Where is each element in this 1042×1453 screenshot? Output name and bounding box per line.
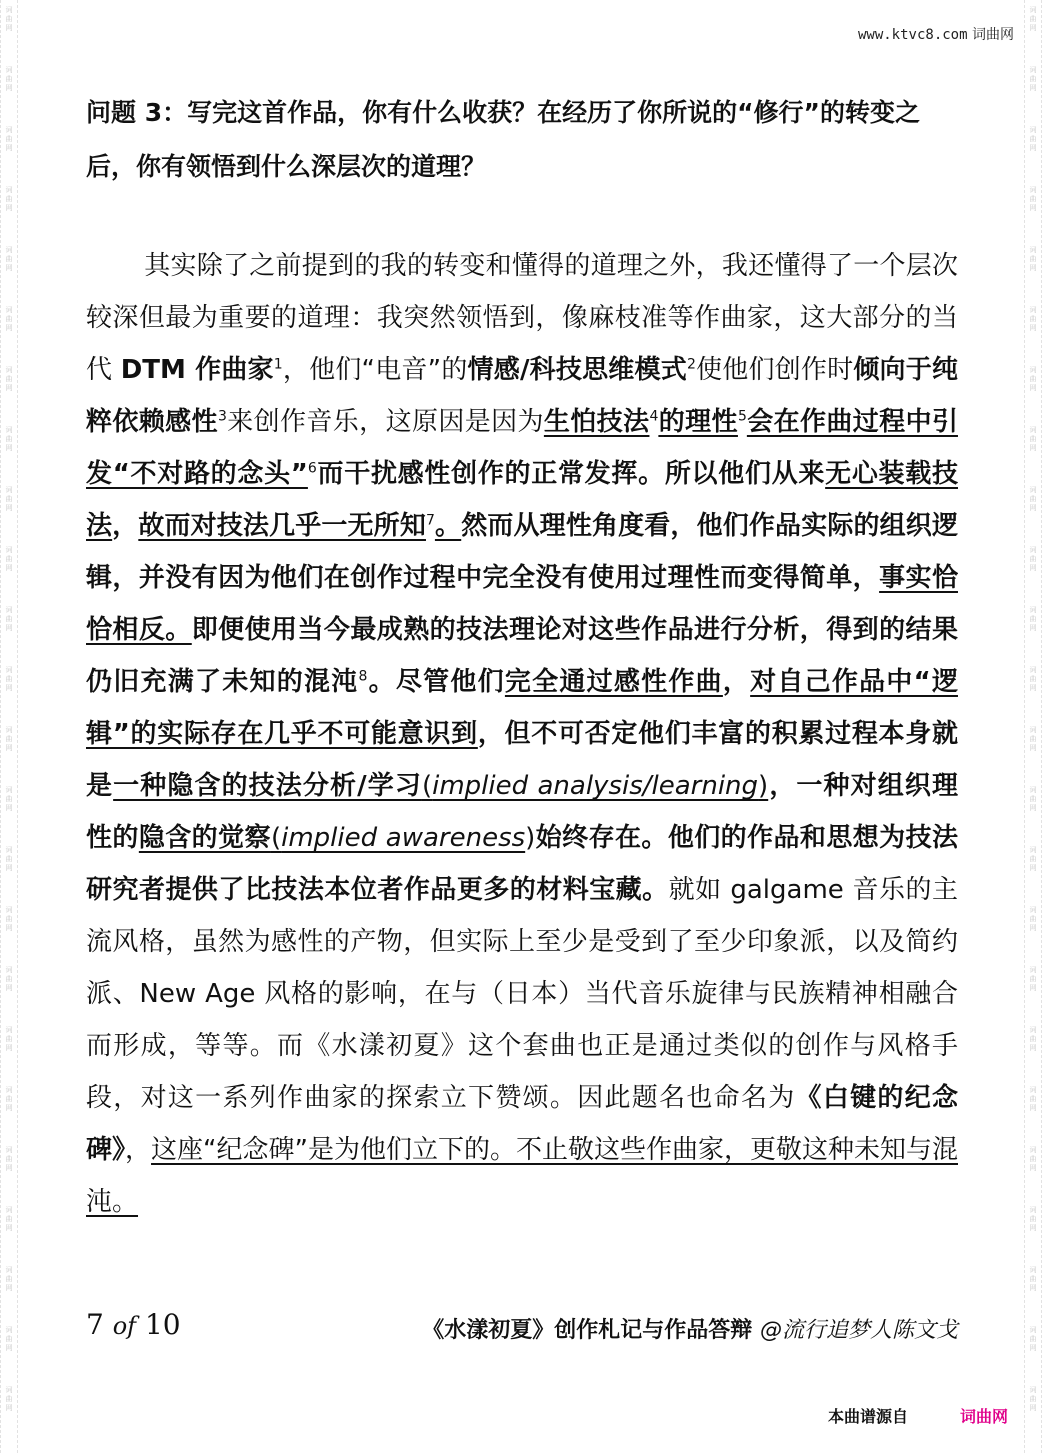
- watermark-char: 网: [5, 1224, 13, 1232]
- watermark-char: 网: [5, 564, 13, 572]
- answer-text-bold: 始终存在。他们的作品和思想为技法研究者提供了比技法本位者作品更多的材料宝藏。: [86, 823, 958, 905]
- watermark-char: 词: [5, 1026, 13, 1034]
- watermark-char: 网: [1029, 984, 1037, 992]
- watermark-unit: [1025, 1020, 1041, 1080]
- answer-text-underlined: 这座“纪念碑”是为他们立下的。不止敬这些作曲家，更敬这种未知与混沌。: [86, 1135, 958, 1217]
- watermark-char: 曲: [5, 915, 13, 923]
- answer-text-underlined: (: [270, 823, 282, 853]
- watermark-char: 词: [1029, 306, 1037, 314]
- watermark-char: 曲: [5, 1035, 13, 1043]
- watermark-unit: [1, 600, 17, 660]
- watermark-char: 词: [5, 6, 13, 14]
- watermark-unit: [1025, 120, 1041, 180]
- watermark-unit: [1025, 1080, 1041, 1140]
- watermark-char: 网: [5, 1164, 13, 1172]
- answer-text-bold: DTM 作曲家: [120, 355, 274, 385]
- watermark-char: 曲: [5, 675, 13, 683]
- left-watermark-strip: [0, 0, 18, 1453]
- watermark-char: 网: [5, 144, 13, 152]
- footnote-ref[interactable]: 2: [686, 356, 696, 373]
- watermark-char: 词: [5, 366, 13, 374]
- watermark-char: 网: [1029, 1104, 1037, 1112]
- watermark-char: 网: [5, 744, 13, 752]
- answer-text-bold: ，: [722, 667, 751, 697]
- answer-text-bold-underlined: 一种隐含的技法分析/学习: [113, 771, 422, 801]
- watermark-char: 词: [5, 1206, 13, 1214]
- watermark-unit: [1, 180, 17, 240]
- watermark-unit: [1025, 1320, 1041, 1380]
- watermark-char: 曲: [5, 975, 13, 983]
- watermark-char: 曲: [1029, 1155, 1037, 1163]
- watermark-char: 词: [5, 186, 13, 194]
- page-number: [86, 1308, 181, 1341]
- watermark-char: 曲: [1029, 135, 1037, 143]
- watermark-char: 曲: [5, 1275, 13, 1283]
- watermark-unit: [1025, 840, 1041, 900]
- watermark-char: 曲: [1029, 15, 1037, 23]
- watermark-char: 词: [5, 906, 13, 914]
- watermark-char: 网: [5, 924, 13, 932]
- doc-title: 《水漾初夏》创作札记与作品答辩: [422, 1318, 753, 1343]
- watermark-char: 词: [1029, 1326, 1037, 1334]
- watermark-char: 词: [1029, 1266, 1037, 1274]
- watermark-char: 曲: [1029, 375, 1037, 383]
- watermark-unit: [1025, 600, 1041, 660]
- question-heading: 问题 3：写完这首作品，你有什么收获？在经历了你所说的“修行”的转变之后，你有领悟到什么深层次的道理？: [86, 98, 920, 181]
- watermark-unit: [1, 1020, 17, 1080]
- watermark-char: 词: [1029, 486, 1037, 494]
- watermark-unit: [1025, 360, 1041, 420]
- footnote-ref[interactable]: 1: [273, 356, 283, 373]
- right-watermark-strip: [1024, 0, 1042, 1453]
- watermark-char: 词: [5, 846, 13, 854]
- answer-text-underlined: (: [421, 771, 433, 801]
- watermark-unit: [1, 840, 17, 900]
- watermark-unit: [1, 240, 17, 300]
- watermark-unit: [1, 1140, 17, 1200]
- watermark-char: 词: [5, 606, 13, 614]
- watermark-char: 词: [5, 246, 13, 254]
- watermark-unit: [1025, 180, 1041, 240]
- source-label: 本曲谱源自: [827, 1407, 908, 1426]
- watermark-char: 网: [5, 204, 13, 212]
- watermark-unit: [1025, 1380, 1041, 1440]
- watermark-unit: [1, 300, 17, 360]
- watermark-unit: [1, 1260, 17, 1320]
- doc-author: @流行追梦人陈文戈: [759, 1318, 958, 1343]
- watermark-char: 网: [5, 264, 13, 272]
- answer-text-bold-underlined: 隐含的觉察: [138, 823, 271, 853]
- watermark-char: 曲: [5, 315, 13, 323]
- watermark-char: 词: [1029, 966, 1037, 974]
- watermark-char: 网: [1029, 1404, 1037, 1412]
- watermark-char: 网: [1029, 744, 1037, 752]
- watermark-char: 词: [5, 966, 13, 974]
- footnote-ref[interactable]: 4: [649, 408, 659, 425]
- watermark-char: 网: [1029, 564, 1037, 572]
- watermark-char: 词: [1029, 786, 1037, 794]
- watermark-char: 网: [1029, 84, 1037, 92]
- watermark-char: 网: [5, 84, 13, 92]
- answer-paragraph: [86, 240, 958, 1228]
- watermark-char: 曲: [5, 1215, 13, 1223]
- footnote-ref[interactable]: 6: [307, 460, 317, 477]
- watermark-char: 曲: [1029, 1215, 1037, 1223]
- answer-text: 使他们创作时: [695, 355, 854, 385]
- watermark-char: 词: [1029, 426, 1037, 434]
- watermark-char: 曲: [1029, 75, 1037, 83]
- watermark-char: 曲: [1029, 1035, 1037, 1043]
- watermark-char: 曲: [1029, 915, 1037, 923]
- watermark-char: 曲: [1029, 1335, 1037, 1343]
- watermark-char: 网: [1029, 804, 1037, 812]
- answer-text-italic-underlined: implied analysis/learning: [432, 771, 759, 801]
- watermark-char: 词: [5, 126, 13, 134]
- watermark-char: 网: [5, 1044, 13, 1052]
- page-of: of: [112, 1312, 137, 1340]
- watermark-char: 曲: [1029, 675, 1037, 683]
- watermark-char: 网: [5, 324, 13, 332]
- site-name: 词曲网: [972, 27, 1014, 43]
- watermark-unit: [1025, 1140, 1041, 1200]
- watermark-char: 词: [1029, 1086, 1037, 1094]
- watermark-char: 词: [1029, 1146, 1037, 1154]
- watermark-char: 词: [1029, 726, 1037, 734]
- watermark-char: 网: [5, 684, 13, 692]
- watermark-char: 词: [5, 1266, 13, 1274]
- footer-doc-title: [422, 1313, 958, 1344]
- watermark-char: 曲: [5, 15, 13, 23]
- watermark-char: 词: [1029, 246, 1037, 254]
- watermark-unit: [1025, 1200, 1041, 1260]
- watermark-char: 词: [5, 1086, 13, 1094]
- watermark-char: 曲: [5, 1335, 13, 1343]
- watermark-unit: [1025, 900, 1041, 960]
- footnote-ref[interactable]: 8: [358, 668, 368, 685]
- answer-text-bold-underlined: 完全通过感性作曲: [504, 667, 723, 697]
- watermark-char: 曲: [5, 255, 13, 263]
- watermark-unit: [1, 1080, 17, 1140]
- watermark-char: 网: [5, 24, 13, 32]
- watermark-unit: [1025, 60, 1041, 120]
- watermark-unit: [1, 1200, 17, 1260]
- answer-text-bold: 然而从理性角度看，他们作品实际的组织逻辑，并没有因为他们在创作过程中完全没有使用过理性而变得简单，: [86, 511, 958, 593]
- watermark-char: 曲: [5, 495, 13, 503]
- watermark-char: 词: [1029, 126, 1037, 134]
- watermark-char: 网: [1029, 684, 1037, 692]
- watermark-char: 网: [5, 504, 13, 512]
- watermark-unit: [1, 1320, 17, 1380]
- watermark-unit: [1025, 0, 1041, 60]
- answer-text-bold: 《白键的纪念碑》: [86, 1083, 958, 1165]
- site-url: www.ktvc8.com: [857, 27, 968, 43]
- footnote-ref[interactable]: 3: [217, 408, 227, 425]
- watermark-char: 词: [5, 1146, 13, 1154]
- answer-text-bold-underlined: 对自己作品中“逻辑”的实际存在几乎不可能意识到: [86, 667, 958, 749]
- watermark-unit: [1025, 660, 1041, 720]
- answer-text-bold: 情感/科技思维模式: [467, 355, 687, 385]
- answer-text-bold: 倾向于纯粹依赖感性: [86, 355, 958, 437]
- watermark-char: 曲: [1029, 975, 1037, 983]
- watermark-char: 词: [1029, 186, 1037, 194]
- watermark-char: 曲: [5, 1155, 13, 1163]
- watermark-char: 网: [1029, 144, 1037, 152]
- watermark-unit: [1, 360, 17, 420]
- watermark-char: 曲: [1029, 1275, 1037, 1283]
- watermark-char: 词: [1029, 6, 1037, 14]
- answer-text: 其实除了之前提到的我的转变和懂得的道理之外，我还懂得了一个层次较深但最为重要的道理：我突然领悟到，像麻枝准等作曲家，这大部分的当代: [86, 251, 958, 385]
- watermark-char: 网: [5, 1284, 13, 1292]
- answer-text-bold: 而干扰感性创作的正常发挥。所以他们从来: [316, 459, 826, 489]
- watermark-unit: [1025, 480, 1041, 540]
- answer-text-bold-underlined: 生怕技法: [543, 407, 650, 437]
- page-current: 7: [86, 1308, 104, 1341]
- watermark-char: 网: [1029, 1344, 1037, 1352]
- answer-text: ，: [125, 1135, 152, 1165]
- watermark-char: 词: [1029, 1206, 1037, 1214]
- watermark-unit: [1, 900, 17, 960]
- watermark-char: 词: [5, 666, 13, 674]
- watermark-char: 网: [5, 624, 13, 632]
- watermark-char: 网: [5, 1104, 13, 1112]
- footnote-ref[interactable]: 5: [737, 408, 747, 425]
- watermark-char: 词: [1029, 66, 1037, 74]
- watermark-unit: [1, 780, 17, 840]
- watermark-char: 网: [5, 444, 13, 452]
- watermark-char: 曲: [1029, 855, 1037, 863]
- answer-text: 就如 galgame 音乐的主流风格，虽然为感性的产物，但实际上至少是受到了至少印象派，以及简约派、New Age 风格的影响，在与（日本）当代音乐旋律与民族精神相融合而形成，等等。而《水漾初夏》这个套曲也正是通过类似的创作与风格手段，对这一系列作曲家的探索立下赞颂。因此题名也命名为: [86, 875, 958, 1113]
- watermark-char: 词: [1029, 906, 1037, 914]
- watermark-char: 曲: [1029, 1095, 1037, 1103]
- watermark-char: 词: [1029, 366, 1037, 374]
- watermark-char: 网: [1029, 1044, 1037, 1052]
- watermark-char: 曲: [1029, 495, 1037, 503]
- watermark-char: 网: [1029, 924, 1037, 932]
- watermark-char: 词: [5, 726, 13, 734]
- watermark-unit: [1025, 720, 1041, 780]
- watermark-char: 曲: [5, 555, 13, 563]
- answer-text: ): [525, 823, 536, 853]
- watermark-unit: [1025, 1260, 1041, 1320]
- watermark-char: 网: [1029, 1224, 1037, 1232]
- answer-text-bold-underlined: 事实恰恰相反。: [86, 563, 958, 645]
- answer-text: ，他们“电音”的: [282, 355, 468, 385]
- watermark-unit: [1025, 780, 1041, 840]
- watermark-char: 网: [1029, 204, 1037, 212]
- watermark-char: 曲: [1029, 255, 1037, 263]
- watermark-unit: [1025, 300, 1041, 360]
- watermark-char: 网: [5, 864, 13, 872]
- watermark-char: 曲: [5, 735, 13, 743]
- answer-text-bold: 即便使用当今最成熟的技法理论对这些作品进行分析，得到的结果仍旧充满了未知的混沌: [86, 615, 958, 697]
- answer-text-bold-underlined: 故而对技法几乎一无所知: [138, 511, 426, 541]
- watermark-char: 曲: [1029, 315, 1037, 323]
- watermark-char: 网: [1029, 24, 1037, 32]
- watermark-unit: [1, 540, 17, 600]
- watermark-char: 词: [1029, 606, 1037, 614]
- page-total: 10: [144, 1308, 181, 1341]
- watermark-char: 词: [1029, 1026, 1037, 1034]
- watermark-unit: [1, 660, 17, 720]
- watermark-unit: [1, 480, 17, 540]
- watermark-unit: [1025, 540, 1041, 600]
- watermark-unit: [1025, 420, 1041, 480]
- watermark-unit: [1, 0, 17, 60]
- footnote-ref[interactable]: 7: [425, 512, 435, 529]
- watermark-char: 曲: [5, 195, 13, 203]
- watermark-char: 词: [5, 1386, 13, 1394]
- answer-text-bold: 。尽管他们: [367, 667, 505, 697]
- watermark-unit: [1, 60, 17, 120]
- watermark-char: 词: [1029, 666, 1037, 674]
- watermark-char: 词: [5, 1326, 13, 1334]
- watermark-char: 网: [1029, 324, 1037, 332]
- watermark-unit: [1, 960, 17, 1020]
- answer-text-bold-underlined: 无心装载技法: [86, 459, 958, 541]
- answer-text-bold-underlined: 的理性: [658, 407, 738, 437]
- watermark-unit: [1, 1380, 17, 1440]
- watermark-char: 词: [1029, 546, 1037, 554]
- watermark-char: 词: [5, 486, 13, 494]
- watermark-char: 网: [1029, 504, 1037, 512]
- watermark-char: 曲: [1029, 1395, 1037, 1403]
- watermark-char: 网: [5, 984, 13, 992]
- watermark-char: 词: [5, 786, 13, 794]
- watermark-char: 网: [1029, 624, 1037, 632]
- watermark-char: 曲: [5, 75, 13, 83]
- watermark-unit: [1, 120, 17, 180]
- watermark-char: 曲: [5, 855, 13, 863]
- watermark-unit: [1025, 240, 1041, 300]
- watermark-unit: [1, 420, 17, 480]
- watermark-char: 网: [5, 1344, 13, 1352]
- answer-text-underlined: ): [758, 771, 769, 801]
- watermark-char: 词: [5, 306, 13, 314]
- watermark-char: 网: [5, 1404, 13, 1412]
- watermark-char: 曲: [1029, 555, 1037, 563]
- source-brand-link[interactable]: 词曲网: [959, 1407, 1008, 1426]
- watermark-char: 词: [5, 66, 13, 74]
- source-note: [828, 1404, 1008, 1427]
- watermark-char: 曲: [5, 435, 13, 443]
- watermark-char: 曲: [1029, 615, 1037, 623]
- watermark-char: 曲: [1029, 795, 1037, 803]
- watermark-char: 词: [5, 426, 13, 434]
- watermark-char: 曲: [1029, 435, 1037, 443]
- watermark-char: 网: [1029, 1284, 1037, 1292]
- watermark-char: 曲: [5, 1095, 13, 1103]
- answer-text-bold-underlined: 会在作曲过程中引发“不对路的念头”: [86, 407, 958, 489]
- watermark-char: 曲: [5, 375, 13, 383]
- watermark-char: 词: [1029, 1386, 1037, 1394]
- watermark-char: 曲: [1029, 195, 1037, 203]
- watermark-char: 词: [1029, 846, 1037, 854]
- answer-text-italic-underlined: implied awareness: [281, 823, 526, 853]
- answer-text-bold: ，: [112, 511, 139, 541]
- watermark-unit: [1025, 960, 1041, 1020]
- watermark-char: 网: [1029, 264, 1037, 272]
- watermark-char: 网: [1029, 384, 1037, 392]
- watermark-char: 词: [5, 546, 13, 554]
- watermark-char: 网: [5, 804, 13, 812]
- site-header: [858, 24, 1014, 44]
- watermark-char: 曲: [5, 615, 13, 623]
- watermark-char: 曲: [1029, 735, 1037, 743]
- watermark-char: 曲: [5, 135, 13, 143]
- watermark-unit: [1, 720, 17, 780]
- watermark-char: 网: [1029, 864, 1037, 872]
- watermark-char: 网: [1029, 1164, 1037, 1172]
- answer-text: 来创作音乐，这原因是因为: [226, 407, 544, 437]
- answer-text-bold: ，一种对组织理性的: [86, 771, 958, 853]
- watermark-char: 曲: [5, 795, 13, 803]
- answer-text-bold: ，但不可否定他们丰富的积累过程本身就是: [86, 719, 958, 801]
- watermark-char: 网: [5, 384, 13, 392]
- watermark-char: 曲: [5, 1395, 13, 1403]
- answer-text-bold-underlined: 。: [434, 511, 462, 541]
- watermark-char: 网: [1029, 444, 1037, 452]
